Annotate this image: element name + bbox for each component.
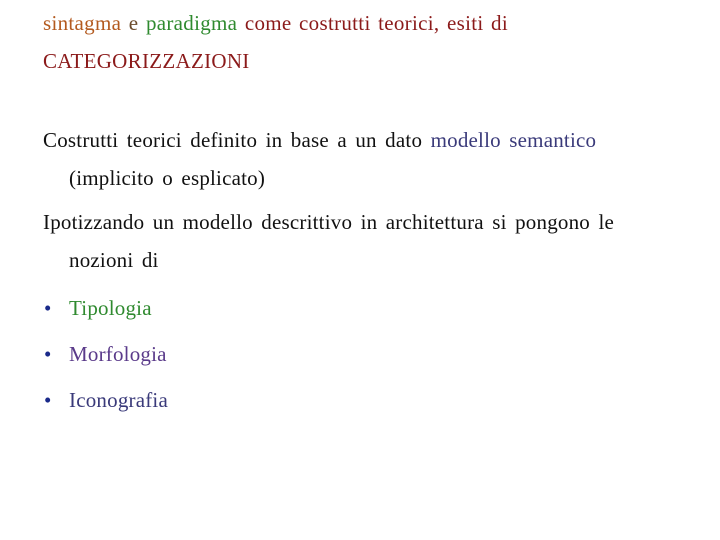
paragraph-costrutti — [43, 121, 683, 197]
bullet-icon: • — [44, 296, 52, 320]
list-item — [43, 377, 683, 423]
bullet-icon: • — [44, 388, 52, 412]
modello-semantico-highlight: modello semantico — [430, 128, 597, 152]
bullet-tipologia: Tipologia — [69, 296, 152, 320]
paragraph-costrutti-text-a: Costrutti teorici definito in base a un dato — [43, 128, 431, 152]
title-line-2: CATEGORIZZAZIONI — [43, 49, 250, 73]
slide-body — [43, 121, 683, 423]
title-connector: e — [121, 11, 146, 35]
title-rest: come costrutti teorici, esiti di — [237, 11, 508, 35]
slide-title — [43, 4, 683, 80]
bullet-morfologia: Morfologia — [69, 342, 167, 366]
list-item — [43, 331, 683, 377]
bullet-icon: • — [44, 342, 52, 366]
title-sintagma: sintagma — [43, 11, 122, 35]
bullet-iconografia: Iconografia — [69, 388, 168, 412]
title-paradigma: paradigma — [145, 11, 238, 35]
list-item — [43, 285, 683, 331]
paragraph-ipotizzando: Ipotizzando un modello descrittivo in architettura si pongono le nozioni di — [43, 210, 614, 272]
title-line-1 — [43, 4, 683, 42]
paragraph-costrutti-text-c: (implicito o esplicato) — [69, 166, 266, 190]
bullet-list — [43, 285, 683, 423]
